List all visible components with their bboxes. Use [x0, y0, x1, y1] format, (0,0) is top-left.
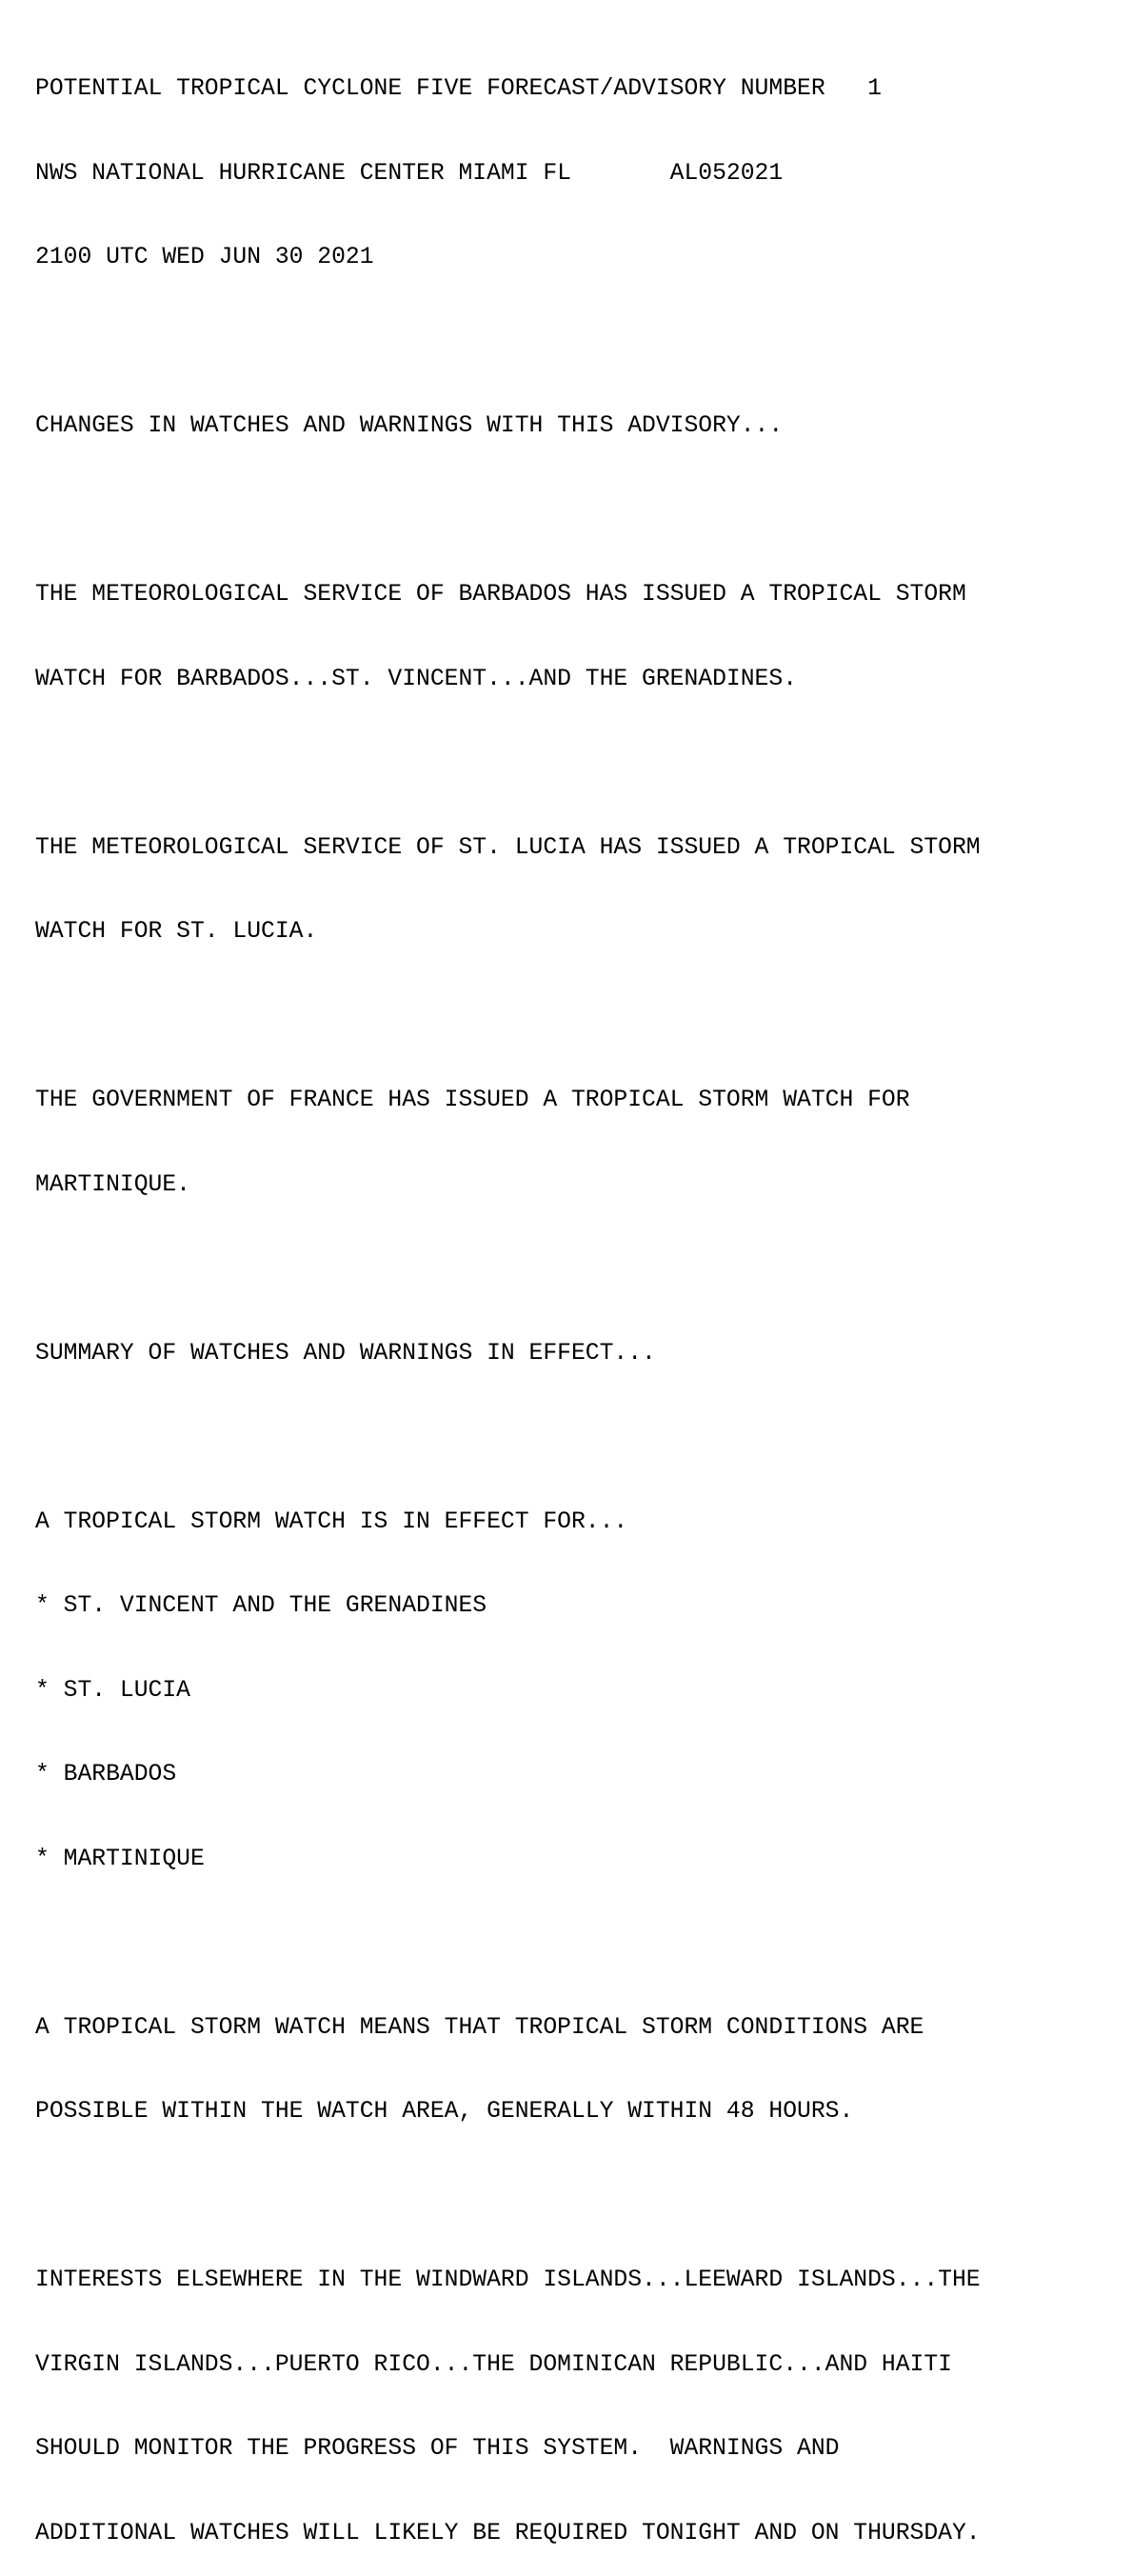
blank-line: [35, 497, 981, 526]
blank-line: [35, 1255, 981, 1284]
blank-line: [35, 1929, 981, 1958]
blank-line: [35, 749, 981, 778]
blank-line: [35, 2183, 981, 2211]
blank-line: [35, 1424, 981, 1452]
interests-elsewhere-line: SHOULD MONITOR THE PROGRESS OF THIS SYSTEM. WARNINGS AND: [35, 2435, 840, 2462]
summary-heading: SUMMARY OF WATCHES AND WARNINGS IN EFFECT...: [35, 1339, 656, 1367]
barbados-notice-line: THE METEOROLOGICAL SERVICE OF BARBADOS HAS ISSUED A TROPICAL STORM: [35, 581, 966, 608]
watch-definition-line: A TROPICAL STORM WATCH MEANS THAT TROPICAL STORM CONDITIONS ARE: [35, 2013, 924, 2041]
advisory-text: [35, 19, 981, 2576]
blank-line: [35, 1003, 981, 1031]
st-lucia-notice-line: THE METEOROLOGICAL SERVICE OF ST. LUCIA HAS ISSUED A TROPICAL STORM: [35, 833, 981, 861]
watch-in-effect-heading: A TROPICAL STORM WATCH IS IN EFFECT FOR...: [35, 1508, 628, 1535]
watch-area-list-item: * ST. LUCIA: [35, 1676, 190, 1704]
issuing-office-line: NWS NATIONAL HURRICANE CENTER MIAMI FL AL052021: [35, 159, 784, 187]
interests-elsewhere-line: INTERESTS ELSEWHERE IN THE WINDWARD ISLANDS...LEEWARD ISLANDS...THE: [35, 2266, 981, 2293]
watch-area-list-item: * MARTINIQUE: [35, 1845, 205, 1872]
advisory-title-line: POTENTIAL TROPICAL CYCLONE FIVE FORECAST/ADVISORY NUMBER 1: [35, 75, 882, 102]
france-notice-line: THE GOVERNMENT OF FRANCE HAS ISSUED A TROPICAL STORM WATCH FOR: [35, 1087, 910, 1113]
barbados-notice-line: WATCH FOR BARBADOS...ST. VINCENT...AND THE GRENADINES.: [35, 665, 798, 692]
interests-elsewhere-line: ADDITIONAL WATCHES WILL LIKELY BE REQUIRED TONIGHT AND ON THURSDAY.: [35, 2519, 981, 2546]
changes-heading: CHANGES IN WATCHES AND WARNINGS WITH THIS ADVISORY...: [35, 412, 784, 439]
blank-line: [35, 329, 981, 357]
watch-area-list-item: * ST. VINCENT AND THE GRENADINES: [35, 1592, 487, 1619]
interests-elsewhere-line: VIRGIN ISLANDS...PUERTO RICO...THE DOMINICAN REPUBLIC...AND HAITI: [35, 2350, 952, 2378]
watch-area-list-item: * BARBADOS: [35, 1761, 177, 1787]
watch-definition-line: POSSIBLE WITHIN THE WATCH AREA, GENERALLY WITHIN 48 HOURS.: [35, 2098, 854, 2125]
france-notice-line: MARTINIQUE.: [35, 1170, 190, 1198]
issue-time-line: 2100 UTC WED JUN 30 2021: [35, 244, 374, 270]
st-lucia-notice-line: WATCH FOR ST. LUCIA.: [35, 918, 318, 945]
